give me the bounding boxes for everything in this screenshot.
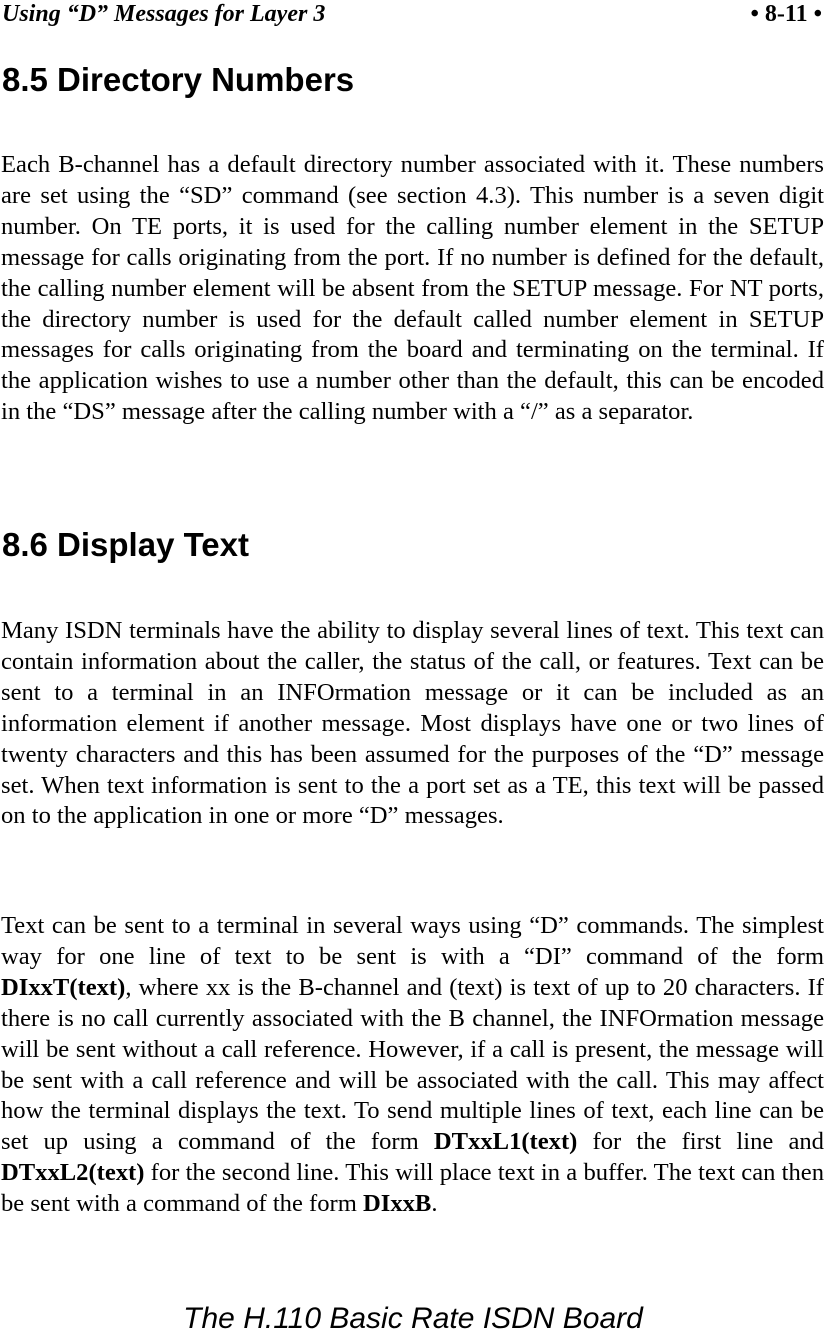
text-run: Text can be sent to a terminal in several ways using “D” commands. The simplest way for one line of text to be sent is with a “DI” command of the form: [1, 912, 824, 970]
paragraph-display-text-intro: Many ISDN terminals have the ability to display several lines of text. This text can contain information about the caller, the status of the call, or features. Text can be sent to a terminal in an INFOrmation message or it can be included as an information element if another message. Most displays have one or two lines of twenty characters and this has been assumed for the purposes of the “D” message set. When text information is sent to the a port set as a TE, this text will be passed on to the application in one or more “D” messages.: [1, 617, 824, 830]
text-run: for the second line. This will place text in a buffer. The text can then be sent with a command of the form: [1, 1159, 824, 1218]
running-footer: The H.110 Basic Rate ISDN Board: [183, 1302, 643, 1335]
command-dtxxl2: DTxxL2(text): [1, 1159, 145, 1187]
text-run: for the first line and: [577, 1128, 824, 1156]
command-dixxt: DIxxT(text): [1, 973, 126, 1001]
section-heading-display-text: 8.6 Display Text: [2, 526, 250, 563]
command-dtxxl1: DTxxL1(text): [433, 1128, 578, 1156]
command-dixxb: DIxxB: [362, 1190, 432, 1218]
paragraph-display-text-commands: [1, 911, 824, 1220]
text-run: , where xx is the B-channel and (text) is text of up to 20 characters. If there is no call currently associated with the B channel, the INFOrmation message will be sent without a call reference. However, if a call is present, the message will be sent with a call reference and will be associated with the call. This may affect how the terminal displays the text. To send multiple lines of text, each line can be set up using a command of the form: [1, 973, 824, 1156]
running-header-title: Using “D” Messages for Layer 3: [2, 1, 326, 27]
section-heading-directory-numbers: 8.5 Directory Numbers: [2, 61, 355, 98]
text-run: .: [431, 1190, 438, 1218]
paragraph-directory-numbers: Each B-channel has a default directory number associated with it. These numbers are set using the “SD” command (see section 4.3). This number is a seven digit number. On TE ports, it is used for the calling number element in the SETUP message for calls originating from the port. If no number is defined for the default, the calling number element will be absent from the SETUP message. For NT ports, the directory number is used for the default called number element in SETUP messages for calls originating from the board and terminating on the terminal. If the application wishes to use a number other than the default, this can be encoded in the “DS” message after the calling number with a “/” as a separator.: [1, 151, 824, 426]
page-number: • 8-11 •: [750, 1, 822, 27]
